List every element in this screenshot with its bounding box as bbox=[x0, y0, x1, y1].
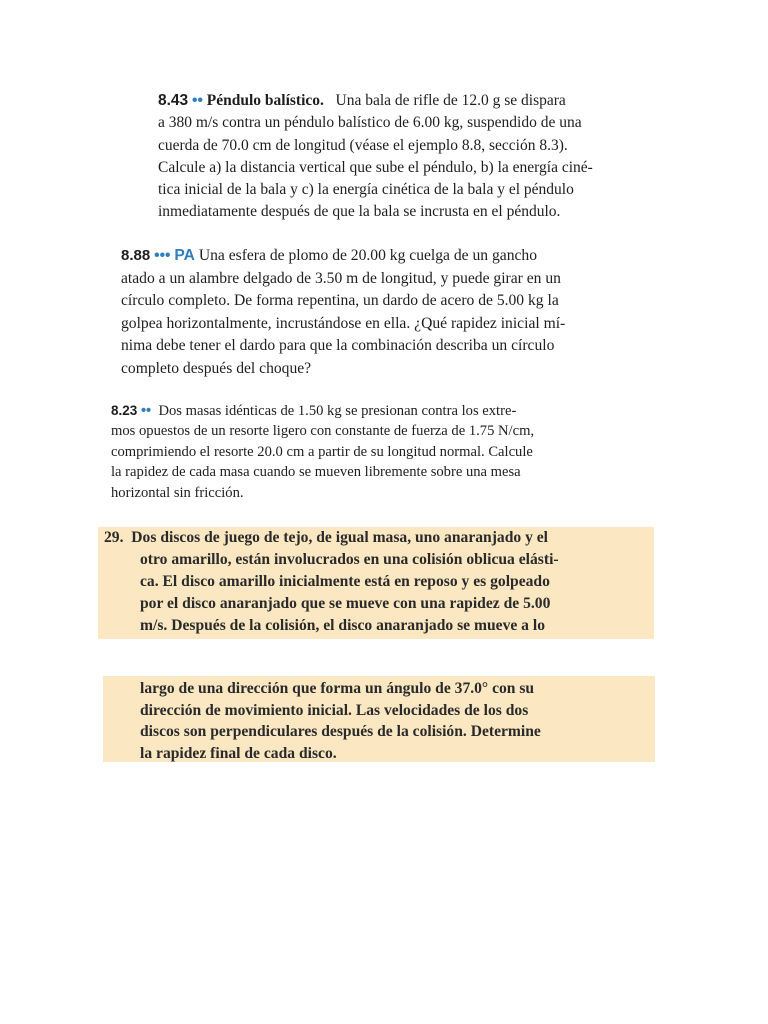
problem-text: nima debe tener el dardo para que la combinación describa un círculo bbox=[121, 337, 555, 355]
pa-tag: PA bbox=[174, 247, 195, 264]
problem-number: 8.88 bbox=[121, 247, 151, 264]
problem-text: mos opuestos de un resorte ligero con constante de fuerza de 1.75 N/cm, bbox=[111, 423, 535, 440]
problem-text: inmediatamente después de que la bala se incrusta en el péndulo. bbox=[158, 203, 561, 221]
problem-29-part-1 bbox=[104, 527, 652, 637]
problem-8-23-line-1 bbox=[111, 401, 601, 421]
difficulty-dots: •• bbox=[192, 92, 203, 109]
problem-8-43-line-1 bbox=[158, 90, 666, 112]
problem-text: atado a un alambre delgado de 3.50 m de longitud, y puede girar en un bbox=[121, 269, 561, 287]
problem-text: Una esfera de plomo de 20.00 kg cuelga de un gancho bbox=[198, 247, 538, 264]
problem-text: Dos discos de juego de tejo, de igual masa, uno anaranjado y el bbox=[131, 529, 549, 546]
problem-text: largo de una dirección que forma un ángulo de 37.0° con su bbox=[140, 680, 535, 697]
problem-8-88 bbox=[121, 245, 641, 381]
problem-number: 29. bbox=[104, 529, 124, 546]
problem-text: tica inicial de la bala y c) la energía cinética de la bala y el péndulo bbox=[158, 181, 574, 199]
problem-8-43 bbox=[158, 90, 666, 224]
problem-text: por el disco anaranjado que se mueve con una rapidez de 5.00 bbox=[140, 595, 551, 612]
problem-text: otro amarillo, están involucrados en una colisión oblicua elásti- bbox=[140, 551, 559, 568]
problem-text: horizontal sin fricción. bbox=[111, 484, 244, 501]
difficulty-dots: •• bbox=[140, 403, 152, 419]
problem-text: discos son perpendiculares después de la colisión. Determine bbox=[140, 723, 541, 740]
problem-title: Péndulo balístico. bbox=[206, 92, 324, 109]
problem-text: a 380 m/s contra un péndulo balístico de 6.00 kg, suspendido de una bbox=[158, 114, 582, 132]
problem-text: la rapidez final de cada disco. bbox=[140, 744, 337, 762]
problem-text: cuerda de 70.0 cm de longitud (véase el ejemplo 8.8, sección 8.3). bbox=[158, 136, 568, 154]
problem-text: círculo completo. De forma repentina, un dardo de acero de 5.00 kg la bbox=[121, 292, 559, 310]
problem-29-line-1 bbox=[104, 527, 652, 549]
problem-29-part-2 bbox=[140, 678, 654, 764]
problem-8-23 bbox=[111, 401, 601, 503]
problem-text: m/s. Después de la colisión, el disco anaranjado se mueve a lo bbox=[140, 617, 546, 634]
problem-number: 8.23 bbox=[111, 403, 138, 418]
problem-text: Dos masas idénticas de 1.50 kg se presionan contra los extre- bbox=[158, 403, 517, 419]
problem-text: dirección de movimiento inicial. Las velocidades de los dos bbox=[140, 701, 529, 719]
problem-text: Una bala de rifle de 12.0 g se dispara bbox=[335, 92, 566, 109]
problem-text: Calcule a) la distancia vertical que sube el péndulo, b) la energía ciné- bbox=[158, 158, 593, 176]
problem-text: golpea horizontalmente, incrustándose en ella. ¿Qué rapidez inicial mí- bbox=[121, 314, 566, 332]
problem-number: 8.43 bbox=[158, 92, 189, 109]
problem-text: comprimiendo el resorte 20.0 cm a partir de su longitud normal. Calcule bbox=[111, 443, 533, 460]
problem-text: la rapidez de cada masa cuando se mueven libremente sobre una mesa bbox=[111, 464, 521, 481]
problem-text: ca. El disco amarillo inicialmente está en reposo y es golpeado bbox=[140, 573, 550, 590]
difficulty-dots: ••• bbox=[154, 247, 171, 264]
problem-text: completo después del choque? bbox=[121, 359, 312, 377]
problem-8-88-line-1 bbox=[121, 245, 641, 268]
